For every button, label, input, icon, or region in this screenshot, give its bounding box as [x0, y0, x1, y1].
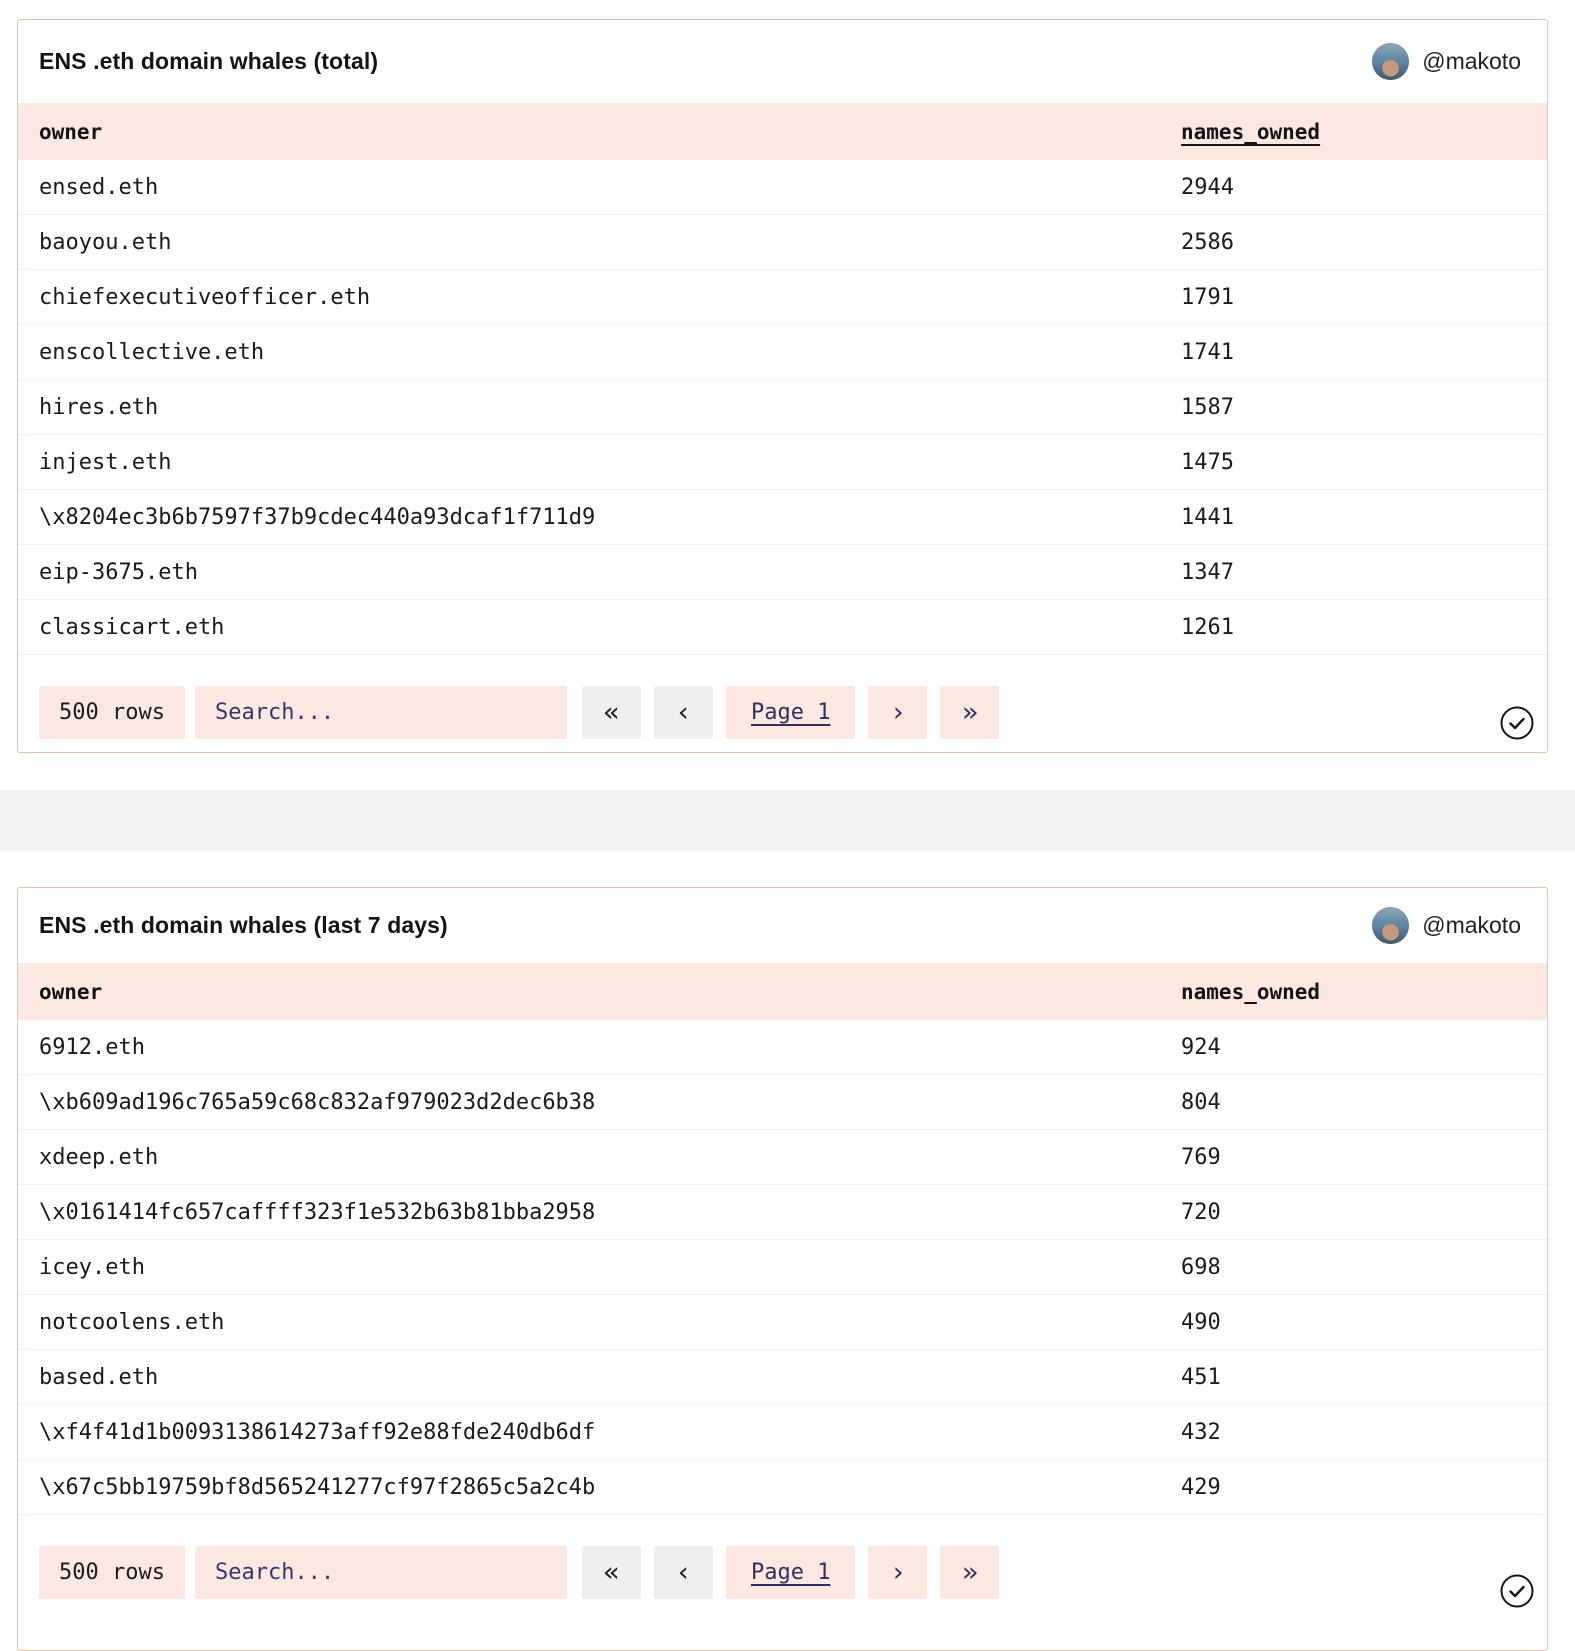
author[interactable] [1372, 907, 1521, 944]
double-left-chevron-icon: « [603, 697, 620, 728]
last-page-button[interactable] [940, 1546, 999, 1599]
cell-names-owned: 429 [1181, 1474, 1221, 1500]
column-header-owner[interactable]: owner [39, 979, 103, 1004]
cell-names-owned: 451 [1181, 1364, 1221, 1390]
next-page-button[interactable] [868, 1546, 927, 1599]
table-row [18, 600, 1547, 655]
avatar[interactable] [1372, 907, 1409, 944]
table-row [18, 215, 1547, 270]
cell-owner: \x67c5bb19759bf8d565241277cf97f2865c5a2c4b [39, 1474, 596, 1500]
cell-owner: \xf4f41d1b0093138614273aff92e88fde240db6df [39, 1419, 596, 1445]
row-count-badge: 500 rows [39, 1546, 185, 1599]
cell-owner: classicart.eth [39, 614, 225, 640]
search-input[interactable] [213, 1559, 567, 1586]
table-body [18, 160, 1547, 655]
cell-names-owned: 490 [1181, 1309, 1221, 1335]
column-header-names-owned[interactable]: names_owned [1181, 119, 1321, 144]
table-row [18, 490, 1547, 545]
author-handle[interactable]: @makoto [1422, 912, 1521, 938]
double-right-chevron-icon: » [961, 1557, 979, 1588]
table-row [18, 1240, 1547, 1295]
double-left-chevron-icon: « [603, 1557, 620, 1588]
cell-names-owned: 698 [1181, 1254, 1221, 1280]
cell-names-owned: 1347 [1181, 559, 1234, 585]
page-indicator-label: Page 1 [750, 700, 831, 725]
column-header-owner[interactable]: owner [39, 119, 103, 144]
avatar[interactable] [1372, 43, 1409, 80]
table-row [18, 1075, 1547, 1130]
table-row [18, 1130, 1547, 1185]
author[interactable] [1372, 43, 1521, 80]
widget-header [18, 888, 1547, 963]
cell-names-owned: 1791 [1181, 284, 1234, 310]
cell-names-owned: 1741 [1181, 339, 1234, 365]
widget-title: ENS .eth domain whales (total) [39, 48, 379, 74]
cell-owner: ensed.eth [39, 174, 159, 200]
cell-owner: xdeep.eth [39, 1144, 159, 1170]
cell-names-owned: 432 [1181, 1419, 1221, 1445]
search-box[interactable] [195, 686, 567, 739]
cell-owner: hires.eth [39, 394, 159, 420]
table-header-row [18, 103, 1547, 160]
cell-names-owned: 1261 [1181, 614, 1234, 640]
page-indicator-label: Page 1 [750, 1560, 831, 1585]
first-page-button[interactable] [582, 686, 641, 739]
left-chevron-icon: ‹ [675, 1557, 692, 1588]
prev-page-button[interactable] [654, 686, 713, 739]
table-row [18, 545, 1547, 600]
cell-owner: notcoolens.eth [39, 1309, 225, 1335]
cell-owner: \xb609ad196c765a59c68c832af979023d2dec6b38 [39, 1089, 596, 1115]
right-chevron-icon: › [889, 697, 907, 728]
page-indicator-button[interactable] [726, 1546, 855, 1599]
cell-names-owned: 1475 [1181, 449, 1234, 475]
cell-owner: baoyou.eth [39, 229, 172, 255]
cell-names-owned: 720 [1181, 1199, 1221, 1225]
author-handle[interactable]: @makoto [1422, 48, 1521, 74]
cell-owner: \x0161414fc657caffff323f1e532b63b81bba2958 [39, 1199, 596, 1225]
cell-names-owned: 2944 [1181, 174, 1234, 200]
table-row [18, 160, 1547, 215]
table-row [18, 270, 1547, 325]
cell-owner: eip-3675.eth [39, 559, 198, 585]
cell-owner: based.eth [39, 1364, 159, 1390]
query-widget-last-7-days [17, 887, 1548, 1651]
prev-page-button[interactable] [654, 1546, 713, 1599]
success-check-icon [1500, 706, 1534, 740]
success-check-icon [1500, 1574, 1534, 1608]
table-row [18, 1185, 1547, 1240]
double-right-chevron-icon: » [961, 697, 979, 728]
cell-owner: \x8204ec3b6b7597f37b9cdec440a93dcaf1f711d9 [39, 504, 596, 530]
table-row [18, 380, 1547, 435]
table-row [18, 1350, 1547, 1405]
cell-owner: 6912.eth [39, 1034, 145, 1060]
left-chevron-icon: ‹ [675, 697, 692, 728]
table-footer [18, 1546, 1547, 1599]
table-row [18, 1460, 1547, 1515]
cell-owner: chiefexecutiveofficer.eth [39, 284, 371, 310]
cell-names-owned: 1587 [1181, 394, 1234, 420]
query-widget-total [17, 19, 1548, 753]
page-section-gap [0, 790, 1575, 851]
first-page-button[interactable] [582, 1546, 641, 1599]
cell-owner: icey.eth [39, 1254, 145, 1280]
next-page-button[interactable] [868, 686, 927, 739]
table-body [18, 1020, 1547, 1515]
widget-header [18, 20, 1547, 103]
right-chevron-icon: › [889, 1557, 907, 1588]
table-header-row [18, 963, 1547, 1020]
cell-owner: injest.eth [39, 449, 172, 475]
table-row [18, 435, 1547, 490]
cell-names-owned: 2586 [1181, 229, 1234, 255]
cell-names-owned: 804 [1181, 1089, 1221, 1115]
cell-names-owned: 769 [1181, 1144, 1221, 1170]
column-header-names-owned[interactable]: names_owned [1181, 979, 1321, 1004]
cell-names-owned: 924 [1181, 1034, 1221, 1060]
search-box[interactable] [195, 1546, 567, 1599]
table-row [18, 1295, 1547, 1350]
cell-owner: enscollective.eth [39, 339, 265, 365]
search-input[interactable] [213, 699, 567, 726]
row-count-badge: 500 rows [39, 686, 185, 739]
table-row [18, 1020, 1547, 1075]
last-page-button[interactable] [940, 686, 999, 739]
widget-title: ENS .eth domain whales (last 7 days) [39, 912, 448, 938]
page-indicator-button[interactable] [726, 686, 855, 739]
table-footer [18, 686, 1547, 739]
table-row [18, 1405, 1547, 1460]
cell-names-owned: 1441 [1181, 504, 1234, 530]
table-row [18, 325, 1547, 380]
